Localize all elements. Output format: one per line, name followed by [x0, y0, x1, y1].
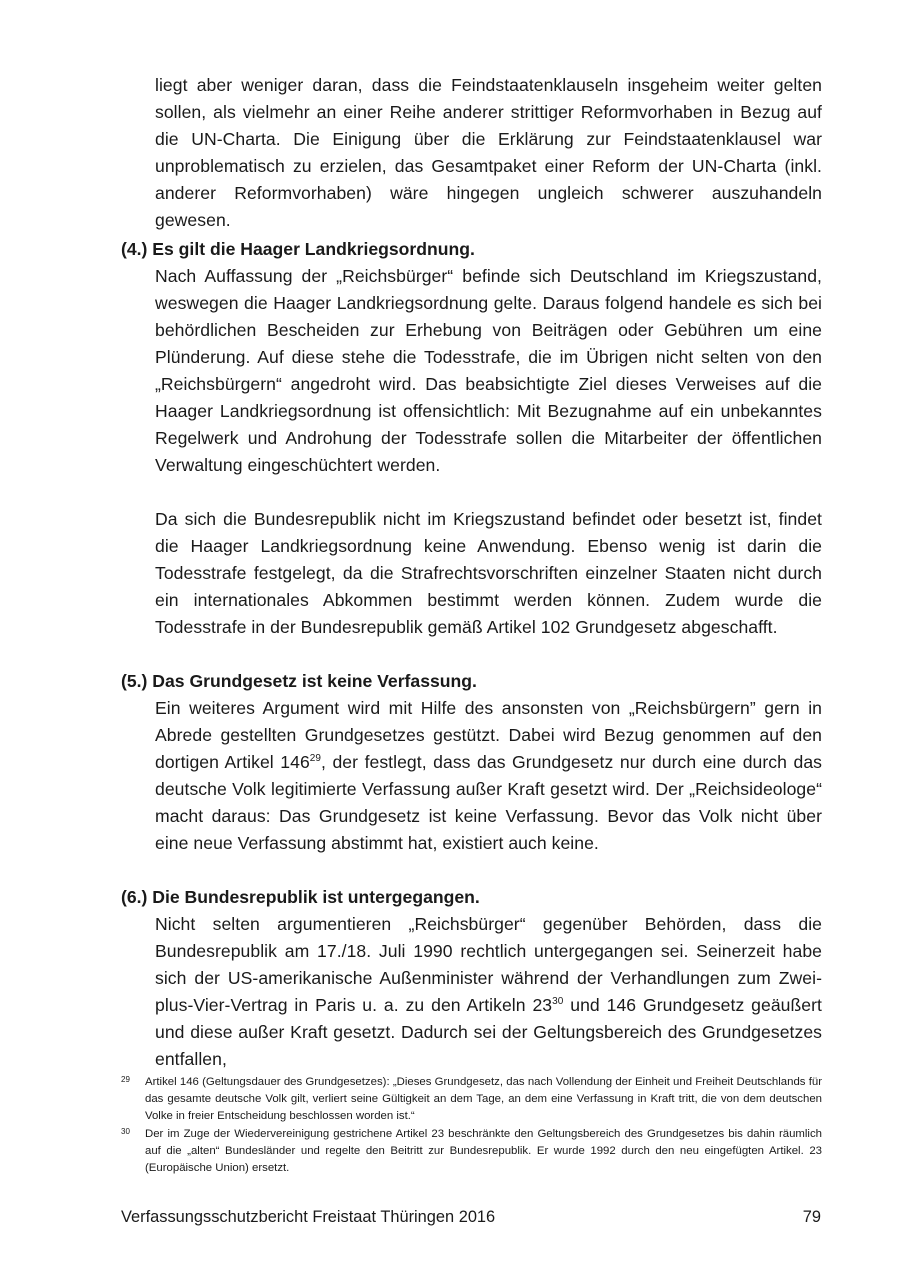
section-6-paragraph: [155, 911, 822, 1073]
footnote-text: Der im Zuge der Wiedervereinigung gestrichene Artikel 23 beschränkte den Geltungsbereich des Grundgesetzes bis dahin räumlich auf die „alten“ Bundesländer und regelte den Beitritt zur Bundesrepublik. Er wurde 1992 durch den neu eingefügten Artikel. 23 (Europäische Union) ersetzt.: [145, 1128, 822, 1174]
footnote-number: 30: [121, 1127, 130, 1136]
footnote-number: 29: [121, 1075, 130, 1084]
footnote-ref-30: 30: [552, 996, 564, 1007]
section-6-heading: (6.) Die Bundesrepublik ist untergegangen.: [121, 887, 480, 907]
section-6-text-a: Nicht selten argumentieren „Reichsbürger“ gegenüber Behörden, dass die Bundesrepublik am 17./18. Juli 1990 rechtlich untergegangen sei. Seinerzeit habe sich der US-amerikanische Außenminister während der Verhandlungen zum Zwei-plus-Vier-Vertrag in Paris u. a. zu den Artikeln 23: [155, 914, 822, 1015]
section-6-text-b: und 146 Grundgesetz geäußert und diese außer Kraft gesetzt. Dadurch sei der Geltungsbereich des Grundgesetzes entfallen,: [155, 995, 822, 1069]
section-5-text-a: Ein weiteres Argument wird mit Hilfe des ansonsten von „Reichsbürgern” gern in Abrede gestellten Grundgesetzes gestützt. Dabei wird Bezug genommen auf den dortigen Artikel 146: [155, 698, 822, 772]
section-5-paragraph: [155, 695, 822, 857]
intro-paragraph: liegt aber weniger daran, dass die Feindstaatenklauseln insgeheim weiter gelten sollen, als vielmehr an einer Reihe anderer strittiger Reformvorhaben in Bezug auf die UN-Charta. Die Einigung über die Erklärung zur Feindstaatenklausel war unproblematisch zu erzielen, das Gesamtpaket einer Reform der UN-Charta (inkl. anderer Reformvorhaben) wäre hingegen ungleich schwerer auszuhandeln gewesen.: [155, 75, 822, 230]
section-5-heading: (5.) Das Grundgesetz ist keine Verfassung.: [121, 671, 477, 691]
footer-title: Verfassungsschutzbericht Freistaat Thüringen 2016: [121, 1208, 496, 1226]
section-4-paragraph-1: Nach Auffassung der „Reichsbürger“ befinde sich Deutschland im Kriegszustand, weswegen die Haager Landkriegsordnung gelte. Daraus folgend handele es sich bei behördlichen Bescheiden zur Erhebung von Beiträgen oder Gebühren um eine Plünderung. Auf diese stehe die Todesstrafe, die im Übrigen nicht selten von den „Reichsbürgern“ angedroht wird. Das beabsichtigte Ziel dieses Verweises auf die Haager Landkriegsordnung ist offensichtlich: Mit Bezugnahme auf ein unbekanntes Regelwerk und Androhung der Todesstrafe sollen die Mitarbeiter der öffentlichen Verwaltung eingeschüchtert werden.: [155, 266, 822, 475]
footnote-ref-29: 29: [309, 753, 322, 764]
footnote-text: Artikel 146 (Geltungsdauer des Grundgesetzes): „Dieses Grundgesetz, das nach Vollendung der Einheit und Freiheit Deutschlands für das gesamte deutsche Volk gilt, verliert seine Gültigkeit an dem Tage, an dem eine Verfassung in Kraft tritt, die von dem deutschen Volke in freier Entscheidung beschlossen worden ist.“: [145, 1076, 822, 1122]
page-number: 79: [802, 1208, 821, 1226]
section-4-paragraph-2: Da sich die Bundesrepublik nicht im Kriegszustand befindet oder besetzt ist, findet die Haager Landkriegsordnung keine Anwendung. Ebenso wenig ist darin die Todesstrafe festgelegt, da die Strafrechtsvorschriften einzelner Staaten nicht durch ein internationales Abkommen bestimmt werden können. Zudem wurde die Todesstrafe in der Bundesrepublik gemäß Artikel 102 Grundgesetz abgeschafft.: [155, 509, 822, 637]
section-5-text-b: , der festlegt, dass das Grundgesetz nur durch eine durch das deutsche Volk legitimierte Verfassung außer Kraft gesetzt wird. Der „Reichsideologe“ macht daraus: Das Grundgesetz ist keine Verfassung. Bevor das Volk nicht über eine neue Verfassung abstimmt hat, existiert auch keine.: [155, 752, 822, 853]
section-4-heading: (4.) Es gilt die Haager Landkriegsordnung.: [121, 239, 475, 259]
